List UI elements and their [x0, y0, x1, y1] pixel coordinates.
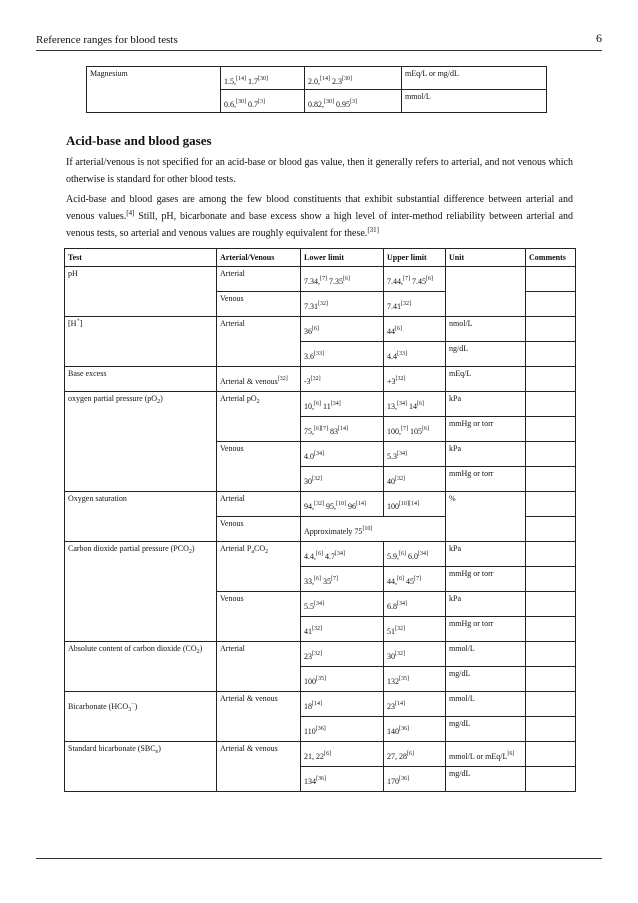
column-header-upper-limit: Upper limit [384, 249, 446, 267]
column-header-arterial-venous: Arterial/Venous [217, 249, 301, 267]
unit-cell: mg/dL [446, 717, 526, 742]
unit-cell [446, 267, 526, 317]
comments-cell [526, 292, 576, 317]
comments-cell [526, 692, 576, 717]
table-row [87, 67, 547, 90]
unit-cell: mmol/L [402, 90, 547, 113]
comments-cell [526, 717, 576, 742]
sample-type: Venous [217, 517, 301, 542]
table-row: 75,[6][7] 83[14] 100,[7] 105[6] mmHg or torr [65, 417, 576, 442]
test-name-magnesium: Magnesium [87, 67, 221, 113]
comments-cell [526, 417, 576, 442]
comments-cell [526, 267, 576, 292]
citation-link[interactable]: [31] [367, 226, 379, 234]
test-name-carbon-dioxide-content: Absolute content of carbon dioxide $(CO_2)$ [65, 642, 217, 692]
table-row: Bicarbonate $(HCO_3^-)$ Arterial & venous 18[14] 23[14] mmol/L [65, 692, 576, 717]
table-row: 110[36] 140[36] mg/dL [65, 717, 576, 742]
table-row: Absolute content of carbon dioxide $(CO_2)$ Arterial 23[32] 30[32] mmol/L [65, 642, 576, 667]
comments-cell [526, 367, 576, 392]
unit-cell: kPa [446, 592, 526, 617]
comments-cell [526, 667, 576, 692]
upper-limit-cell: 0.82,[30] 0.95[3] [305, 90, 402, 113]
footer-divider [36, 858, 602, 859]
unit-cell: mmHg or torr [446, 467, 526, 492]
sample-type: Venous [217, 442, 301, 492]
table-header-row [65, 249, 576, 267]
sample-type: Arterial & venous [217, 692, 301, 742]
sample-type: Arterial $pO_2$ [217, 392, 301, 442]
lower-limit-cell: 1.5,[14] 1.7[30] [221, 67, 305, 90]
table-row: Base excess Arterial & venous[32] -3[32] +3[32] mEq/L [65, 367, 576, 392]
unit-cell: mmHg or torr [446, 567, 526, 592]
table-row: Venous 5.5[34] 6.8[34] kPa [65, 592, 576, 617]
column-header-test: Test [65, 249, 217, 267]
sample-type: Arterial [217, 317, 301, 367]
page-header-title: Reference ranges for blood tests [36, 34, 178, 46]
comments-cell [526, 617, 576, 642]
paragraph-arterial-venous: Acid-base and blood gases are among the few blood constituents that exhibit substantial difference between arterial and venous values.[4] Still, pH, bicarbonate and base excess show a high level of inter-method reliability between arterial and venous tests, so arterial and venous values are roughly equivalent for these.[31] [66, 194, 574, 239]
unit-cell: mmol/L [446, 642, 526, 667]
table-row: 100[35] 132[35] mg/dL [65, 667, 576, 692]
sample-type: Venous [217, 292, 301, 317]
unit-cell: nmol/L [446, 317, 526, 342]
table-row: 3.6[33] 4.4[33] ng/dL [65, 342, 576, 367]
table-row: [H+] Arterial 36[6] 44[6] nmol/L [65, 317, 576, 342]
sample-type: Arterial [217, 267, 301, 292]
section-title: Acid-base and blood gases [66, 133, 212, 148]
unit-cell: mEq/L or mg/dL [402, 67, 547, 90]
acid-base-table [64, 248, 576, 792]
comments-cell [526, 392, 576, 417]
test-name-oxygen-saturation: Oxygen saturation [65, 492, 217, 542]
test-name-hydrogen-ion: [H+] [65, 317, 217, 367]
unit-cell: mg/dL [446, 667, 526, 692]
test-name-oxygen-partial-pressure: oxygen partial pressure $(pO_2)$ [65, 392, 217, 492]
comments-cell [526, 592, 576, 617]
table-row: 134[36] 170[36] mg/dL [65, 767, 576, 792]
table-row: oxygen partial pressure $(pO_2)$ Arterial $pO_2$ 10,[6] 11[34] 13,[34] 14[6] kPa [65, 392, 576, 417]
table-row: pH Arterial 7.34,[7] 7.35[6] 7.44,[7] 7.45[6] [65, 267, 576, 292]
unit-cell: mEq/L [446, 367, 526, 392]
comments-cell [526, 317, 576, 342]
lower-limit-cell: 0.6,[30] 0.7[3] [221, 90, 305, 113]
unit-cell: mmHg or torr [446, 417, 526, 442]
sample-type: Arterial $P_aCO_2$ [217, 542, 301, 592]
paragraph-intro: If arterial/venous is not specified for an acid-base or blood gas value, then it generally refers to arterial, and not venous which otherwise is standard for other blood tests. [66, 157, 573, 185]
unit-cell: ng/dL [446, 342, 526, 367]
page-header [36, 28, 602, 51]
unit-cell: mmol/L or mEq/L[6] [446, 742, 526, 767]
unit-cell: mmol/L [446, 692, 526, 717]
table-row: Carbon dioxide partial pressure $(PCO_2)$ Arterial $P_aCO_2$ 4.4,[6] 4.7[34] 5.9,[6] 6.0[34] kPa [65, 542, 576, 567]
upper-limit-cell: 2.0,[14] 2.3[30] [305, 67, 402, 90]
citation-link[interactable]: [4] [126, 209, 135, 217]
comments-cell [526, 517, 576, 542]
comments-cell [526, 567, 576, 592]
unit-cell: mg/dL [446, 767, 526, 792]
sample-type: Arterial & venous[32] [217, 367, 301, 392]
comments-cell [526, 742, 576, 767]
table-row: Standard bicarbonate $(SBC_e)$ Arterial & venous 21, 22[6] 27, 28[6] mmol/L or mEq/L[6] [65, 742, 576, 767]
table-row: 33,[6] 35[7] 44,[6] 45[7] mmHg or torr [65, 567, 576, 592]
comments-cell [526, 542, 576, 567]
column-header-unit: Unit [446, 249, 526, 267]
unit-cell: mmHg or torr [446, 617, 526, 642]
column-header-lower-limit: Lower limit [301, 249, 384, 267]
sample-type: Arterial [217, 642, 301, 692]
unit-cell: kPa [446, 392, 526, 417]
page-number: 6 [596, 31, 602, 45]
sample-type: Arterial [217, 492, 301, 517]
table-row: Oxygen saturation Arterial 94,[32] 95,[10] 96[14] 100[10][14] % [65, 492, 576, 517]
comments-cell [526, 467, 576, 492]
comments-cell [526, 767, 576, 792]
table-row: Venous 7.31[32] 7.41[32] [65, 292, 576, 317]
unit-cell: kPa [446, 442, 526, 467]
column-header-comments: Comments [526, 249, 576, 267]
comments-cell [526, 492, 576, 517]
test-name-ph: pH [65, 267, 217, 317]
table-row: Venous 4.0[34] 5.3[34] kPa [65, 442, 576, 467]
test-name-bicarbonate: Bicarbonate $(HCO_3^-)$ [65, 692, 217, 742]
sample-type: Venous [217, 592, 301, 642]
unit-cell: % [446, 492, 526, 542]
test-name-carbon-dioxide-partial-pressure: Carbon dioxide partial pressure $(PCO_2)$ [65, 542, 217, 642]
table-row: 30[32] 40[32] mmHg or torr [65, 467, 576, 492]
test-name-standard-bicarbonate: Standard bicarbonate $(SBC_e)$ [65, 742, 217, 792]
comments-cell [526, 342, 576, 367]
magnesium-table [86, 66, 547, 113]
table-row: Venous Approximately 75[10] [65, 517, 576, 542]
sample-type: Arterial & venous [217, 742, 301, 792]
test-name-base-excess: Base excess [65, 367, 217, 392]
comments-cell [526, 642, 576, 667]
comments-cell [526, 442, 576, 467]
unit-cell: kPa [446, 542, 526, 567]
table-row: 41[32] 51[32] mmHg or torr [65, 617, 576, 642]
